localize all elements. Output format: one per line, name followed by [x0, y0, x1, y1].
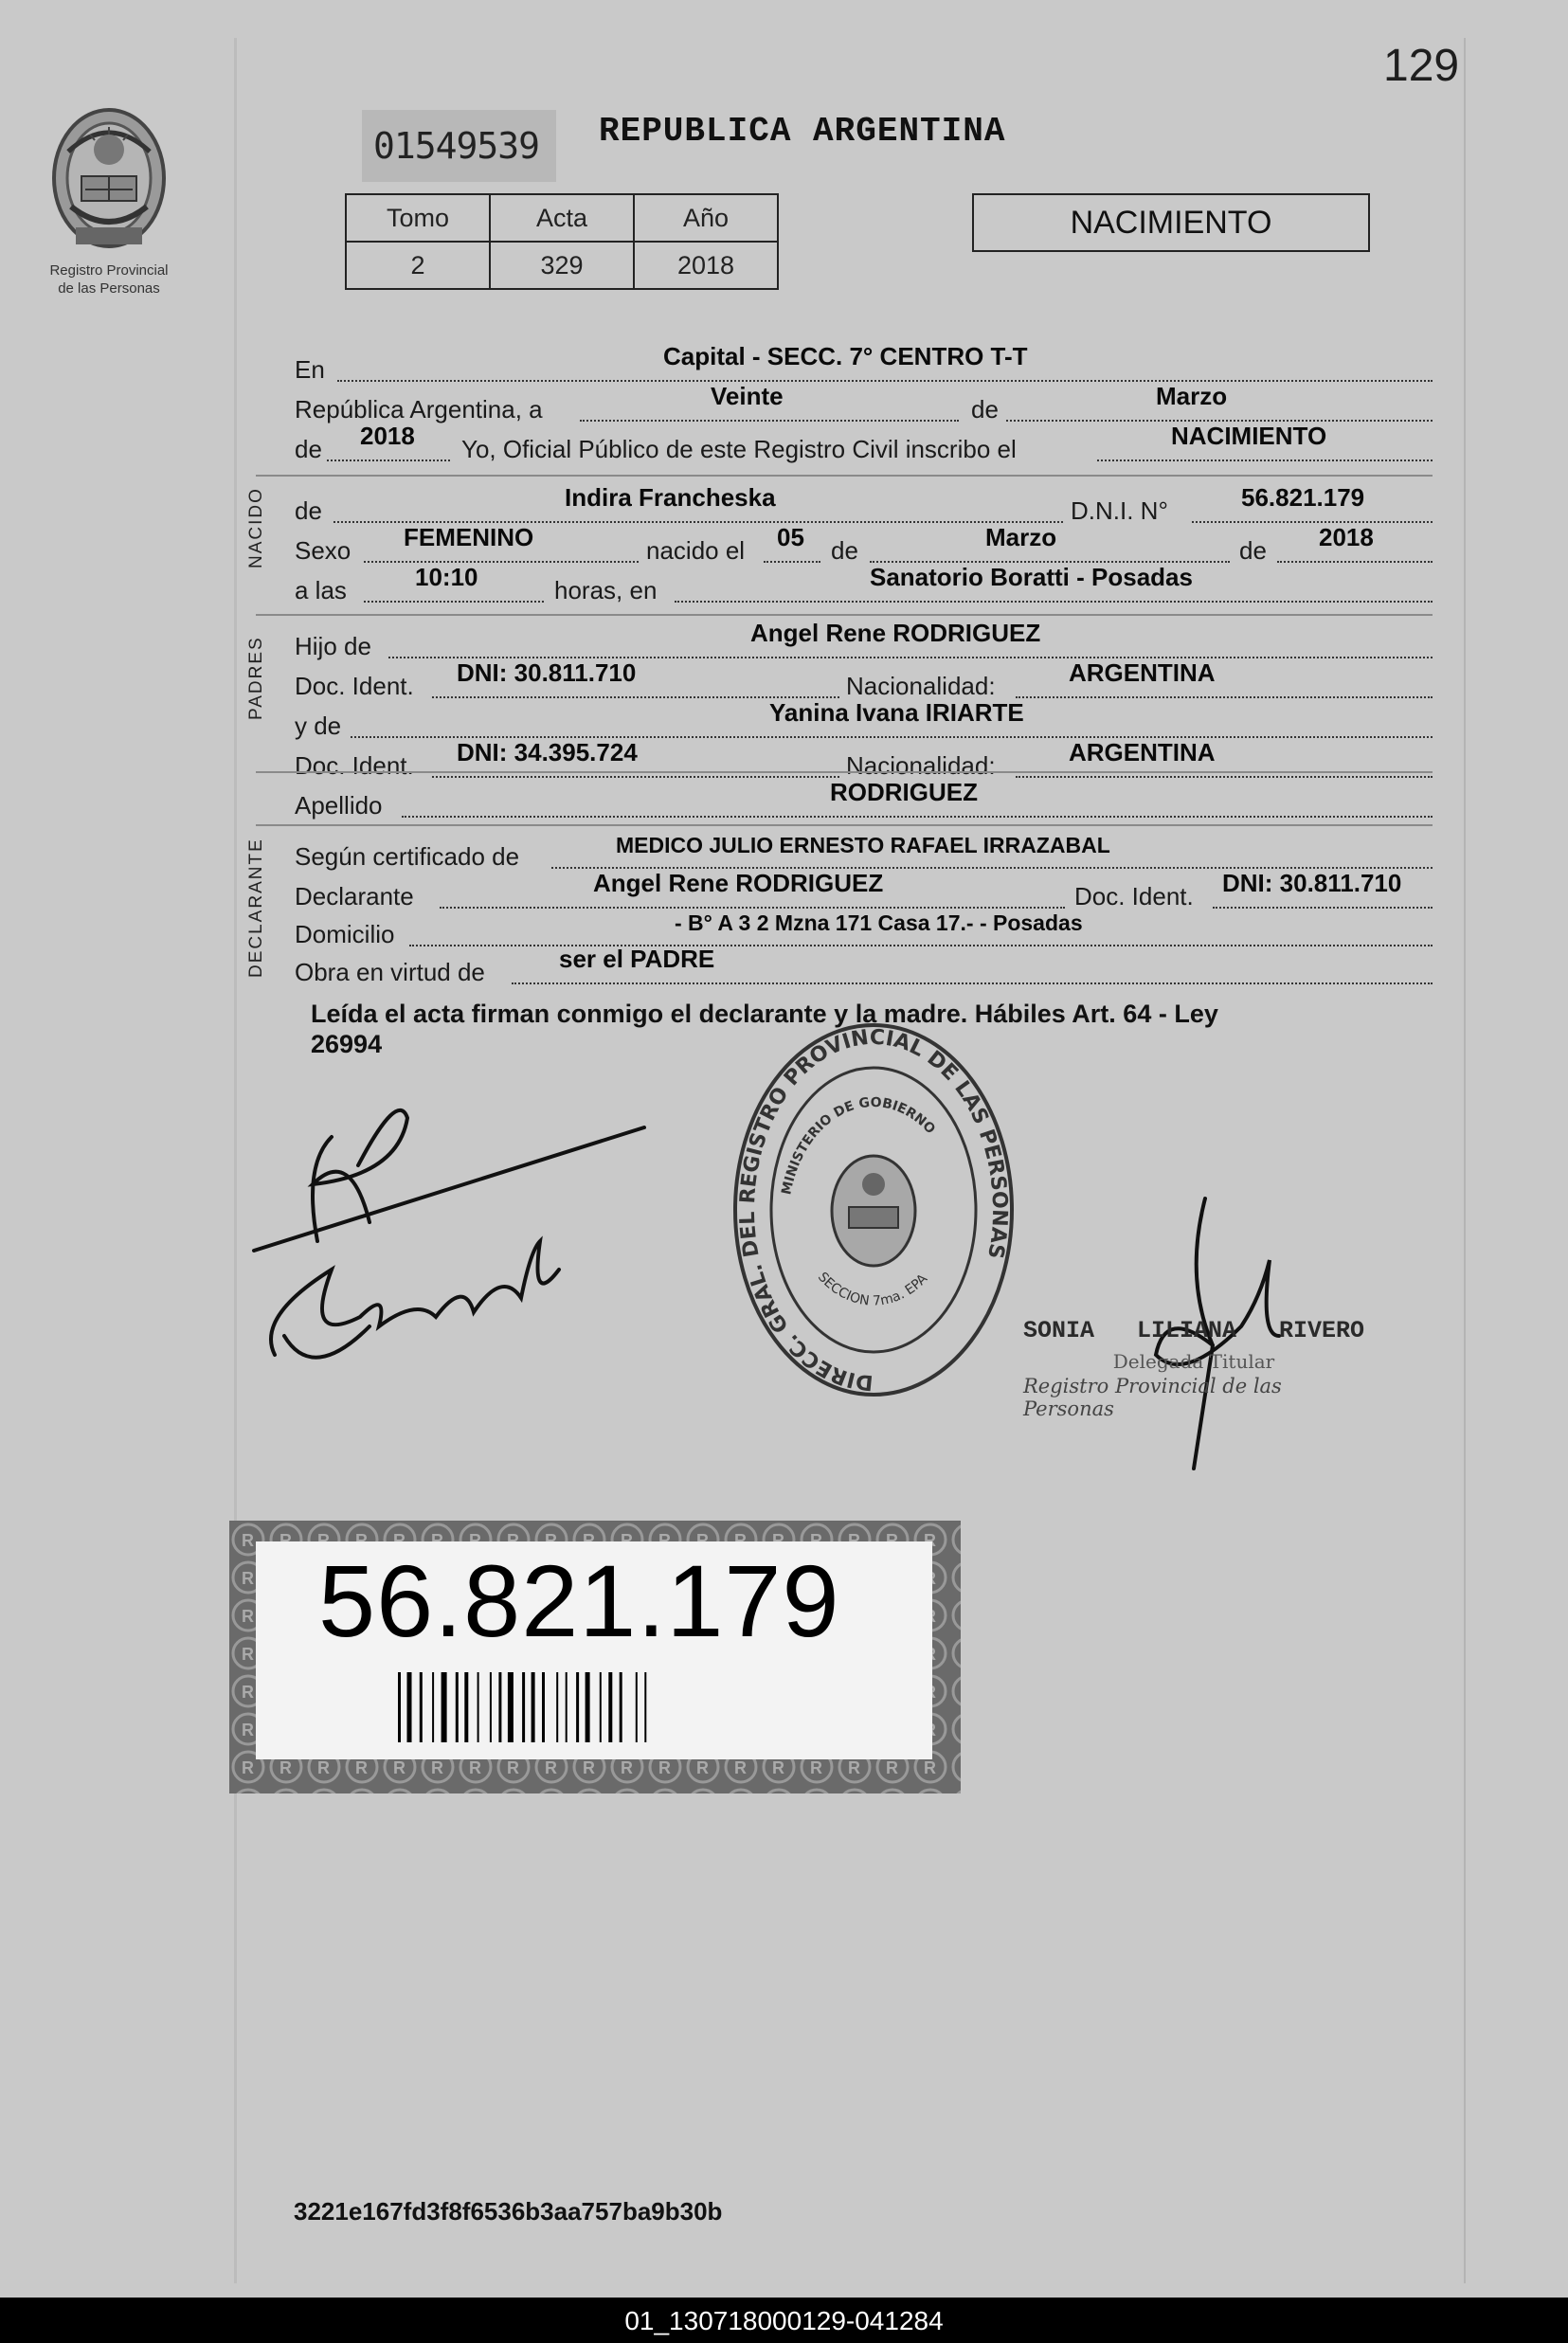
- row-year-officer: [0, 422, 1568, 464]
- official-first-name: SONIA: [1023, 1317, 1095, 1344]
- barcode-bar: [644, 1672, 646, 1742]
- registration-year: 2018: [360, 422, 415, 450]
- barcode-bars: [398, 1672, 796, 1742]
- label-nationality-2: Nacionalidad:: [846, 751, 996, 780]
- label-de-birthyear: de: [1239, 536, 1267, 565]
- label-officer: Yo, Oficial Público de este Registro Civil inscribo el: [461, 435, 1017, 463]
- barcode-bar: [478, 1672, 479, 1742]
- label-certificate: Según certificado de: [295, 842, 520, 871]
- label-en: En: [295, 355, 325, 384]
- dotted-line: [764, 561, 820, 563]
- child-name: Indira Francheska: [565, 483, 776, 512]
- closing-line-2: 26994: [311, 1030, 383, 1058]
- label-address: Domicilio: [295, 920, 395, 948]
- row-sex-birthdate: [0, 523, 1568, 566]
- record-type-box: NACIMIENTO: [972, 193, 1370, 252]
- row-address: [0, 911, 1568, 949]
- label-capacity: Obra en virtud de: [295, 958, 485, 986]
- coat-of-arms-icon: [38, 95, 180, 256]
- footer-bar: [0, 2298, 1568, 2343]
- row-mother-doc: [0, 738, 1568, 781]
- tomo-header: Tomo: [346, 194, 490, 242]
- label-de-month: de: [831, 536, 858, 565]
- birth-time: 10:10: [415, 563, 478, 591]
- label-de-year: de: [295, 435, 322, 463]
- father-dni: DNI: 30.811.710: [457, 658, 637, 687]
- barcode-bar: [566, 1672, 568, 1742]
- label-name-de: de: [295, 496, 322, 525]
- registry-seal: [28, 95, 189, 313]
- barcode-bar: [420, 1672, 423, 1742]
- section-label-declarant: DECLARANTE: [246, 838, 266, 978]
- label-and-of: y de: [295, 712, 342, 740]
- label-doc-ident-2: Doc. Ident.: [295, 751, 414, 780]
- dotted-line: [440, 907, 1065, 909]
- label-de: de: [971, 395, 999, 424]
- label-decl-doc: Doc. Ident.: [1074, 882, 1194, 910]
- declarant-signature: [246, 1080, 673, 1402]
- official-block: [1023, 1317, 1364, 1420]
- birth-year: 2018: [1319, 523, 1374, 551]
- barcode-bar: [508, 1672, 514, 1742]
- section-label-born: NACIDO: [246, 487, 266, 568]
- page-number: 129: [1383, 41, 1460, 91]
- section-separator: [256, 771, 1433, 773]
- row-place-of-registry: [0, 342, 1568, 385]
- birth-month: Marzo: [985, 523, 1057, 551]
- barcode-bar: [576, 1672, 579, 1742]
- mother-dni: DNI: 34.395.724: [457, 738, 638, 766]
- dni-barcode-label: [229, 1521, 961, 1793]
- official-office: Registro Provincial de las Personas: [1023, 1375, 1282, 1420]
- barcode-bar: [586, 1672, 590, 1742]
- row-certificate: [0, 834, 1568, 872]
- barcode-bar: [442, 1672, 447, 1742]
- official-last-name: RIVERO: [1278, 1317, 1364, 1344]
- barcode-bar: [432, 1672, 434, 1742]
- barcode-bar: [407, 1672, 412, 1742]
- label-hours-at: horas, en: [554, 576, 658, 604]
- row-date: [0, 382, 1568, 424]
- registration-month: Marzo: [1156, 382, 1228, 410]
- stamp-bottom-text: SECCION 7ma. EPA: [814, 1269, 931, 1309]
- child-dni: 56.821.179: [1241, 483, 1365, 512]
- label-surname: Apellido: [295, 791, 383, 820]
- label-at: a las: [295, 576, 347, 604]
- dotted-line: [1277, 561, 1433, 563]
- certifying-physician: MEDICO JULIO ERNESTO RAFAEL IRRAZABAL: [616, 833, 1110, 857]
- official-stamp: [731, 1021, 1016, 1398]
- scan-identifier: 01_130718000129-041284: [624, 2306, 944, 2335]
- dotted-line: [1213, 907, 1433, 909]
- barcode-bar: [620, 1672, 622, 1742]
- row-capacity: [0, 945, 1568, 987]
- reference-table: [345, 193, 779, 290]
- seal-caption-line1: Registro Provincial: [49, 262, 169, 279]
- row-time-place: [0, 563, 1568, 605]
- section-separator: [256, 824, 1433, 826]
- serial-number: 01549539: [373, 125, 540, 167]
- child-sex: FEMENINO: [404, 523, 534, 551]
- declarant-name: Angel Rene RODRIGUEZ: [593, 869, 884, 897]
- inscription-type: NACIMIENTO: [1171, 422, 1327, 450]
- ano-value: 2018: [634, 242, 778, 289]
- section-label-parents: PADRES: [246, 636, 266, 720]
- row-mother: [0, 698, 1568, 741]
- dotted-line: [337, 380, 1433, 382]
- child-surname: RODRIGUEZ: [830, 778, 978, 806]
- dotted-line: [580, 420, 959, 422]
- registry-place: Capital - SECC. 7° CENTRO T-T: [663, 342, 1028, 370]
- barcode-panel: [256, 1541, 932, 1759]
- father-name: Angel Rene RODRIGUEZ: [750, 619, 1041, 647]
- mother-name: Yanina Ivana IRIARTE: [769, 698, 1024, 727]
- dotted-line: [1192, 521, 1433, 523]
- label-born-on: nacido el: [646, 536, 746, 565]
- barcode-bar: [556, 1672, 558, 1742]
- barcode-bar: [532, 1672, 535, 1742]
- mother-nationality: ARGENTINA: [1069, 738, 1216, 766]
- barcode-bar: [498, 1672, 501, 1742]
- birth-day: 05: [777, 523, 804, 551]
- dotted-line: [327, 460, 450, 461]
- dotted-line: [364, 561, 639, 563]
- barcode-bar: [456, 1672, 459, 1742]
- dotted-line: [1016, 696, 1433, 698]
- stamp-inner-text: MINISTERIO DE GOBIERNO: [779, 1094, 938, 1197]
- acta-value: 329: [490, 242, 634, 289]
- document-hash: 3221e167fd3f8f6536b3aa757ba9b30b: [294, 2197, 723, 2226]
- label-nationality: Nacionalidad:: [846, 672, 996, 700]
- row-declarant: [0, 869, 1568, 911]
- section-separator: [256, 475, 1433, 477]
- acta-header: Acta: [490, 194, 634, 242]
- barcode-bar: [608, 1672, 612, 1742]
- label-sex: Sexo: [295, 536, 351, 565]
- seal-caption-line2: de las Personas: [58, 280, 160, 297]
- stamp-outer-text: DIRECC. GRAL. DEL REGISTRO PROVINCIAL DE LAS PERSONAS: [735, 1025, 1012, 1395]
- serial-number-box: [362, 110, 556, 182]
- svg-text:SECCION 7ma. EPA: [815, 1270, 931, 1309]
- row-child-name: [0, 483, 1568, 526]
- official-middle-name: LILIANA: [1136, 1317, 1237, 1344]
- label-declarant: Declarante: [295, 882, 414, 910]
- declarant-dni: DNI: 30.811.710: [1222, 869, 1402, 897]
- row-father: [0, 619, 1568, 661]
- dotted-line: [512, 982, 1433, 984]
- barcode-number: 56.821.179: [318, 1543, 840, 1658]
- dotted-line: [364, 601, 544, 603]
- declarant-capacity: ser el PADRE: [559, 945, 715, 973]
- barcode-bar: [542, 1672, 545, 1742]
- section-separator: [256, 614, 1433, 616]
- official-name: [1023, 1317, 1364, 1344]
- declarant-address: - B° A 3 2 Mzna 171 Casa 17.- - Posadas: [675, 910, 1083, 935]
- document-title: REPUBLICA ARGENTINA: [599, 112, 1006, 151]
- barcode-bar: [600, 1672, 602, 1742]
- dotted-line: [675, 601, 1433, 603]
- label-doc-ident: Doc. Ident.: [295, 672, 414, 700]
- dotted-line: [1097, 460, 1433, 461]
- label-child-of: Hijo de: [295, 632, 371, 660]
- barcode-bar: [398, 1672, 401, 1742]
- barcode-bar: [636, 1672, 638, 1742]
- registration-day: Veinte: [711, 382, 784, 410]
- label-republic: República Argentina, a: [295, 395, 543, 424]
- father-nationality: ARGENTINA: [1069, 658, 1216, 687]
- barcode-bar: [464, 1672, 468, 1742]
- dotted-line: [432, 776, 839, 778]
- dotted-line: [1016, 776, 1433, 778]
- barcode-bar: [522, 1672, 525, 1742]
- dotted-line: [402, 816, 1433, 818]
- closing-line-1: Leída el acta firman conmigo el declarante y la madre. Hábiles Art. 64 - Ley: [311, 1000, 1218, 1028]
- tomo-value: 2: [346, 242, 490, 289]
- barcode-bar: [490, 1672, 492, 1742]
- label-dni: D.N.I. N°: [1071, 496, 1168, 525]
- birth-place: Sanatorio Boratti - Posadas: [870, 563, 1193, 591]
- coat-of-arms-icon: [832, 1156, 915, 1266]
- row-surname: [0, 778, 1568, 820]
- ano-header: Año: [634, 194, 778, 242]
- official-role: Delegada Titular: [1112, 1350, 1275, 1373]
